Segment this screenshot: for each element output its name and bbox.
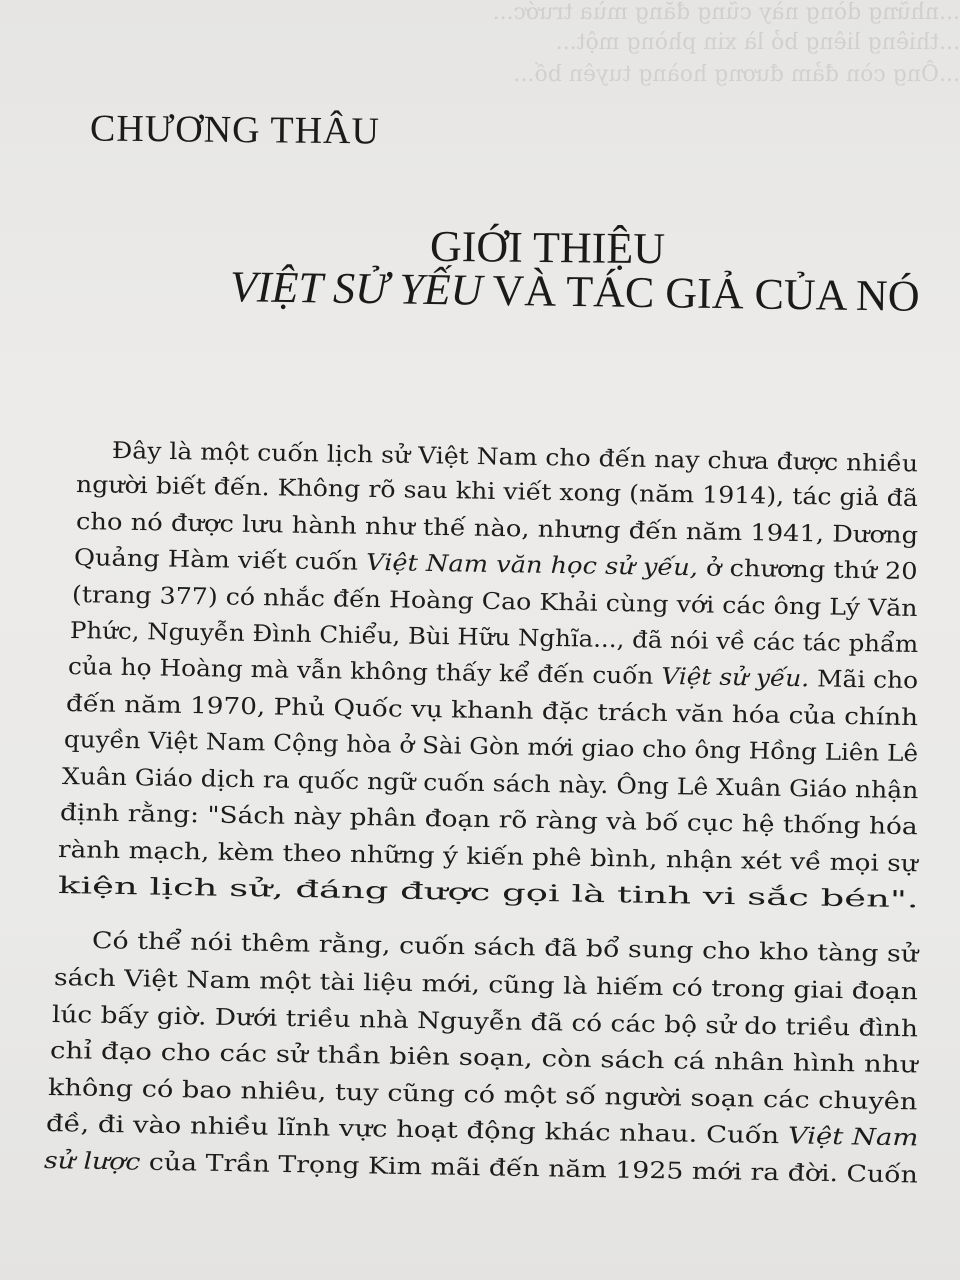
- body-line: chỉ đạo cho các sử thần biên soạn, còn sách cá nhân hình như: [49, 1038, 918, 1079]
- title-line-2: [230, 261, 920, 322]
- text-run: đề, đi vào nhiều lĩnh vực hoạt động khác nhau. Cuốn: [45, 1111, 789, 1150]
- text-run: của họ Hoàng mà vẫn không thấy kể đến cuốn: [67, 654, 662, 690]
- body-line: [44, 1148, 918, 1188]
- body-line: (trang 377) có nhắc đến Hoàng Cao Khải cùng với các ông Lý Văn: [71, 582, 918, 623]
- chapter-heading: CHƯƠNG THÂU: [89, 107, 381, 153]
- title-rest: VÀ TÁC GIẢ CỦA NÓ: [482, 265, 920, 321]
- body-line: Có thể nói thêm rằng, cuốn sách đã bổ sung cho kho tàng sử: [91, 928, 919, 968]
- bleed-through-text: ...thiêng liêng bỏ là xin phòng một...: [555, 30, 960, 55]
- text-run: ở chương thứ 20: [697, 555, 918, 585]
- body-line: lúc bấy giờ. Dưới triều nhà Nguyễn đã có các bộ sử do triều đình: [51, 1002, 919, 1043]
- body-line: Phức, Nguyễn Đình Chiểu, Bùi Hữu Nghĩa..., đã nói về các tác phẩm: [69, 618, 919, 659]
- body-line: cho nó được lưu hành như thế nào, nhưng đến năm 1941, Dương: [75, 509, 919, 549]
- text-run: Mãi cho: [808, 666, 919, 695]
- body-line: [46, 1111, 919, 1151]
- body-line: định rằng: "Sách này phân đoạn rõ ràng và bố cục hệ thống hóa: [59, 800, 918, 841]
- text-run: của Trần Trọng Kim mãi đến năm 1925 mới ra đời. Cuốn: [140, 1149, 919, 1189]
- book-title-italic: Việt sử yếu.: [661, 663, 810, 693]
- book-title-italic: sử lược: [43, 1148, 141, 1176]
- book-title-italic: VIỆT SỬ YẾU: [229, 262, 483, 315]
- book-title-italic: Việt Nam: [787, 1123, 919, 1152]
- text-run: Quảng Hàm viết cuốn: [73, 545, 367, 576]
- body-line: quyền Việt Nam Cộng hòa ở Sài Gòn mới giao cho ông Hồng Liên Lê: [63, 727, 919, 768]
- body-line: rành mạch, kèm theo những ý kiến phê bình, nhận xét về mọi sự: [57, 837, 918, 878]
- body-line: sách Việt Nam một tài liệu mới, cũng là hiếm có trong giai đoạn: [53, 965, 919, 1006]
- book-title-italic: Việt Nam văn học sử yếu,: [365, 549, 699, 582]
- bleed-through-text: ...những dòng này cũng đăng mùa trước...: [492, 0, 960, 25]
- body-line: đến năm 1970, Phủ Quốc vụ khanh đặc trách văn hóa của chính: [65, 691, 919, 732]
- body-line: không có bao nhiêu, tuy cũng có một số người soạn các chuyên: [47, 1075, 918, 1116]
- body-line: [74, 545, 918, 585]
- body-line: Đây là một cuốn lịch sử Việt Nam cho đến nay chưa được nhiều: [111, 438, 919, 478]
- body-line: người biết đến. Không rõ sau khi viết xong (năm 1914), tác giả đã: [75, 472, 919, 512]
- body-line: [68, 654, 918, 694]
- body-line: kiện lịch sử, đáng được gọi là tinh vi sắc bén".: [57, 873, 919, 914]
- bleed-through-text: ...Ông còn đảm đương hoàng tuyên bố...: [513, 62, 960, 87]
- title-line-1: GIỚI THIỆU: [429, 221, 666, 274]
- body-line: Xuân Giáo dịch ra quốc ngữ cuốn sách này. Ông Lê Xuân Giáo nhận: [61, 764, 919, 805]
